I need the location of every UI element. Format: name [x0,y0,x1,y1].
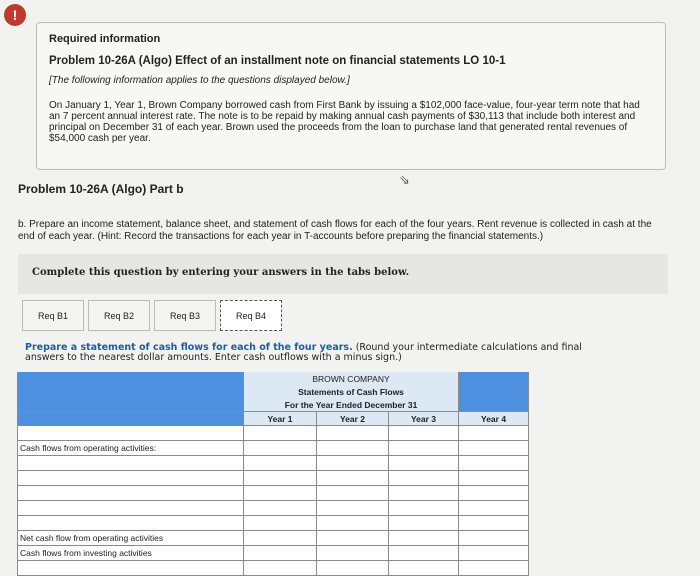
year-4-header: Year 4 [459,412,529,426]
instructions-highlight: Prepare a statement of cash flows for each of the four years. [25,342,353,353]
answer-row-label[interactable] [18,486,244,501]
answer-cell[interactable] [317,561,389,576]
required-info-box [36,22,666,170]
answer-cell[interactable] [244,486,317,501]
answer-cell[interactable] [244,471,317,486]
tab-req-b2[interactable]: Req B2 [88,300,150,331]
net-operating-label: Net cash flow from operating activities [18,531,244,546]
question-prompt: Complete this question by entering your answers in the tabs below. [32,267,410,278]
problem-title: Problem 10-26A (Algo) Effect of an installment note on financial statements LO 10-1 [49,55,506,67]
info-title: Required information [49,33,161,45]
answer-cell[interactable] [459,561,529,576]
answer-row-label[interactable] [18,456,244,471]
answer-cell[interactable] [459,486,529,501]
tab-req-b3[interactable]: Req B3 [154,300,216,331]
answer-cell[interactable] [244,561,317,576]
answer-cell[interactable] [317,486,389,501]
answer-cell[interactable] [389,456,459,471]
answer-cell[interactable] [317,531,389,546]
cash-flow-table [17,372,529,576]
alert-icon: ! [4,4,26,26]
answer-cell[interactable] [389,531,459,546]
answer-cell[interactable] [244,456,317,471]
tab-req-b1[interactable]: Req B1 [22,300,84,331]
year-2-header: Year 2 [317,412,389,426]
operating-activities-label: Cash flows from operating activities: [18,441,244,456]
info-description: On January 1, Year 1, Brown Company borrowed cash from First Bank by issuing a $102,000 face-value, four-year term note that had an 7 percent annual interest rate. The note is to be repaid by making annual cash payments of $30,113 that include both interest and principal on December 31 of each year. Brown used the proceeds from the loan to purchase land that generated rental revenues of $54,000 cash per year. [49,100,640,144]
company-name: BROWN COMPANY [244,372,459,385]
instructions-rest: (Round your intermediate calculations and final answers to the nearest dollar amounts. Enter cash outflows with a minus sign.) [25,342,582,363]
answer-row-label[interactable] [18,561,244,576]
answer-cell[interactable] [317,471,389,486]
tab-req-b4[interactable]: Req B4 [220,300,282,331]
answer-cell[interactable] [389,471,459,486]
year-3-header: Year 3 [389,412,459,426]
year-1-header: Year 1 [244,412,317,426]
answer-cell[interactable] [389,561,459,576]
question-banner [18,254,668,294]
answer-cell[interactable] [459,531,529,546]
answer-cell[interactable] [459,456,529,471]
answer-row-label[interactable] [18,471,244,486]
info-note: [The following information applies to the questions displayed below.] [49,75,350,86]
statement-period: For the Year Ended December 31 [244,398,459,412]
part-description: b. Prepare an income statement, balance sheet, and statement of cash flows for each of the four years. Rent revenue is collected in cash at the end of each year. (Hint: Record the transactions for each year in T-accounts before preparing the financial statements.) [18,219,652,242]
instructions [25,343,615,363]
statement-name: Statements of Cash Flows [244,385,459,398]
answer-cell[interactable] [317,456,389,471]
answer-cell[interactable] [389,486,459,501]
answer-cell[interactable] [459,471,529,486]
investing-activities-label: Cash flows from investing activities [18,546,244,561]
part-title: Problem 10-26A (Algo) Part b [18,182,184,196]
answer-cell[interactable] [244,531,317,546]
cursor-icon: ⇘ [399,172,410,187]
